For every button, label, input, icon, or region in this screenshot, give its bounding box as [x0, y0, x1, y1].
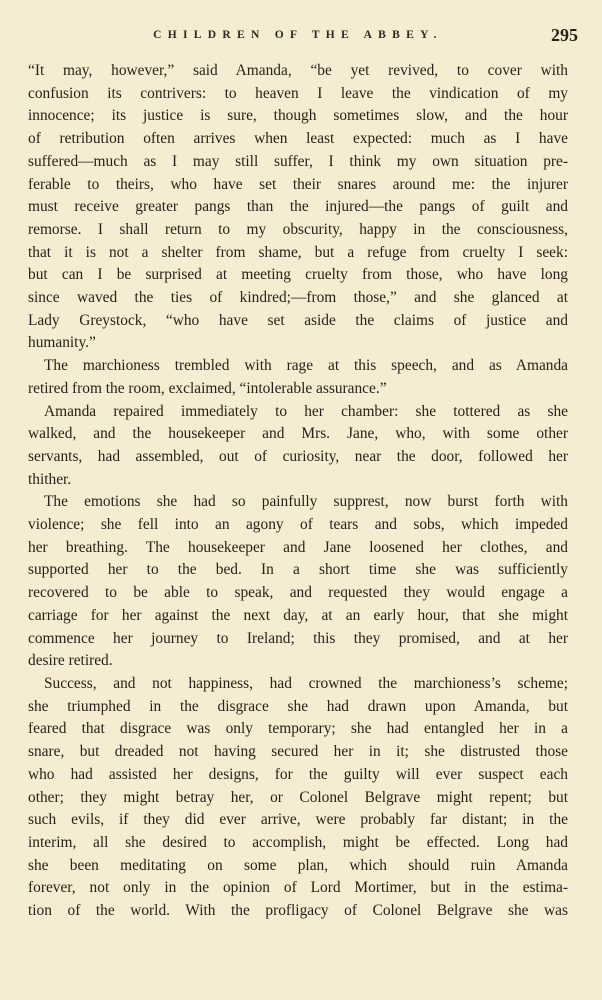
text-line: supported her to the bed. In a short time she was sufficiently — [28, 561, 568, 579]
text-line: violence; she fell into an agony of tears and sobs, which impeded — [28, 516, 568, 534]
body-text — [28, 60, 568, 923]
text-line: since waved the ties of kindred;—from those,” and she glanced at — [28, 289, 568, 307]
text-line: humanity.” — [28, 334, 96, 352]
text-line: other; they might betray her, or Colonel Belgrave might repent; but — [28, 788, 568, 806]
text-line: Lady Greystock, “who have set aside the claims of justice and — [28, 311, 568, 329]
text-line: that it is not a shelter from shame, but a refuge from cruelty I seek: — [28, 243, 568, 261]
text-line: remorse. I shall return to my obscurity, happy in the consciousness, — [28, 220, 568, 238]
text-line: desire retired. — [28, 652, 113, 670]
text-line: confusion its contrivers: to heaven I leave the vindication of my — [28, 84, 568, 102]
text-line: servants, had assembled, out of curiosity, near the door, followed her — [28, 447, 568, 465]
text-line: tion of the world. With the profligacy of Colonel Belgrave she was — [28, 902, 568, 920]
text-line: The emotions she had so painfully supprest, now burst forth with — [44, 493, 568, 511]
running-title: CHILDREN OF THE ABBEY. — [153, 29, 443, 41]
paragraph — [28, 60, 568, 355]
paragraph — [28, 673, 568, 923]
text-line: innocence; its justice is sure, though sometimes slow, and the hour — [28, 107, 568, 125]
text-line: thither. — [28, 470, 72, 488]
text-line: commence her journey to Ireland; this they promised, and at her — [28, 629, 568, 647]
paragraph — [28, 401, 568, 492]
text-line: walked, and the housekeeper and Mrs. Jane, who, with some other — [28, 425, 568, 443]
text-line: “It may, however,” said Amanda, “be yet revived, to cover with — [28, 62, 568, 79]
text-line: retired from the room, exclaimed, “intolerable assurance.” — [28, 379, 387, 397]
text-line: but can I be surprised at meeting cruelty from those, who have long — [28, 266, 568, 284]
text-line: ferable to theirs, who have set their snares around me: the injurer — [28, 175, 568, 193]
text-line: recovered to be able to speak, and requested they would engage a — [28, 584, 568, 602]
text-line: forever, not only in the opinion of Lord Mortimer, but in the estima- — [28, 879, 568, 897]
text-line: she been meditating on some plan, which should ruin Amanda — [28, 856, 568, 874]
text-line: suffered—much as I may still suffer, I think my own situation pre- — [28, 152, 568, 170]
text-line: her breathing. The housekeeper and Jane loosened her clothes, and — [28, 538, 568, 556]
text-line: must receive greater pangs than the injured—the pangs of guilt and — [28, 198, 568, 216]
text-line: Success, and not happiness, had crowned the marchioness’s scheme; — [44, 674, 568, 692]
text-line: such evils, if they did ever arrive, were probably far distant; in the — [28, 811, 568, 829]
text-line: feared that disgrace was only temporary; she had entangled her in a — [28, 720, 568, 738]
text-line: of retribution often arrives when least expected: much as I have — [28, 130, 568, 148]
page-number: 295 — [551, 25, 578, 45]
text-line: carriage for her against the next day, at an early hour, that she might — [28, 606, 568, 624]
text-line: Amanda repaired immediately to her chamber: she tottered as she — [44, 402, 568, 420]
paragraph — [28, 355, 568, 400]
paragraph — [28, 491, 568, 673]
text-line: The marchioness trembled with rage at this speech, and as Amanda — [44, 357, 568, 375]
running-head — [28, 22, 578, 50]
text-line: interim, all she desired to accomplish, might be effected. Long had — [28, 833, 568, 851]
text-line: she triumphed in the disgrace she had drawn upon Amanda, but — [28, 697, 568, 715]
text-line: snare, but dreaded not having secured her in it; she distrusted those — [28, 743, 568, 761]
text-line: who had assisted her designs, for the guilty will ever suspect each — [28, 765, 568, 783]
